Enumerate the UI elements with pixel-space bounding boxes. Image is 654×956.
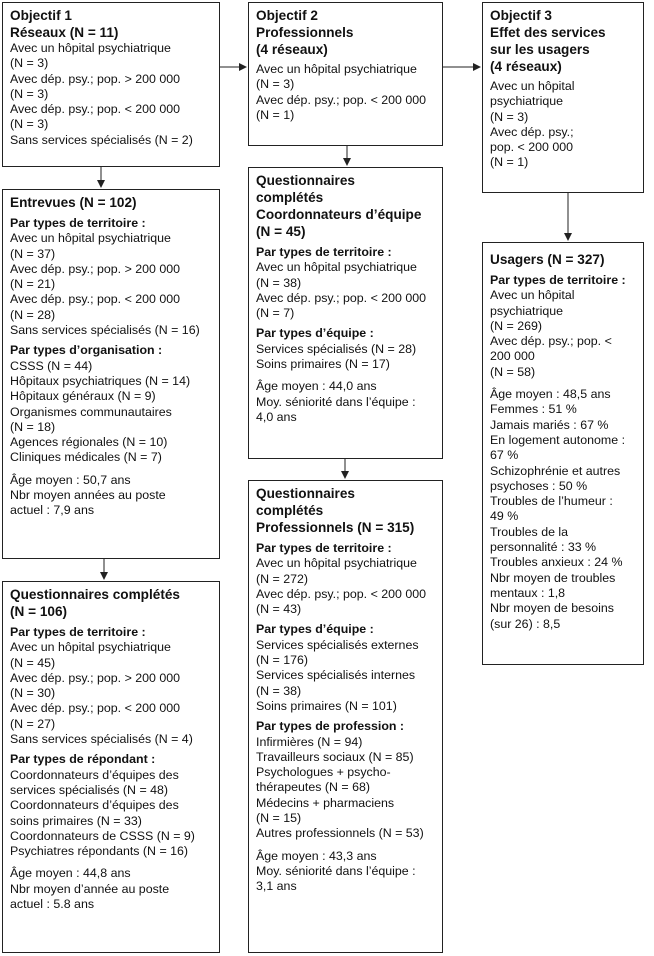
usagers-stat: Schizophrénie et autres psychoses : 50 % — [490, 463, 621, 493]
obj3-line: Avec dép. psy.; pop. < 200 000 (N = 1) — [490, 124, 574, 170]
entrevues-territory-heading: Par types de territoire : — [10, 216, 146, 230]
usagers-stat: Nbr moyen de besoins (sur 26) : 8,5 — [490, 601, 614, 631]
usagers-territory-heading: Par types de territoire : — [490, 273, 626, 287]
entrevues-box — [2, 189, 220, 559]
quest1-resp-item: Coordonnateurs d’équipes des services spécialisés (N = 48) — [10, 767, 179, 797]
obj3-line: Avec un hôpital psychiatrique (N = 3) — [490, 79, 575, 124]
prof-profession-item: Autres professionnels (N = 53) — [256, 826, 424, 841]
coord-team-heading: Par types d’équipe : — [256, 326, 374, 341]
entrevues-org-item: Cliniques médicales (N = 7) — [10, 450, 162, 465]
objectif-1-title: Objectif 1 Réseaux (N = 11) — [10, 8, 119, 40]
usagers-box — [482, 242, 644, 665]
entrevues-terr-item: Avec dép. psy.; pop. > 200 000 (N = 21) — [10, 261, 181, 292]
prof-team-item: Services spécialisés internes (N = 38) — [256, 668, 416, 698]
quest1-terr-item: Avec un hôpital psychiatrique (N = 45) — [10, 640, 171, 670]
obj1-line: Sans services spécialisés (N = 2) — [10, 132, 193, 147]
objectif-3-box — [482, 2, 644, 193]
obj1-line: Avec dép. psy.; pop. > 200 000 (N = 3) — [10, 71, 181, 101]
usagers-stat: Troubles anxieux : 24 % — [490, 555, 623, 570]
professionnels-box — [248, 480, 443, 953]
usagers-title: Usagers (N = 327) — [490, 252, 605, 267]
coord-team-item: Services spécialisés (N = 28) — [256, 341, 417, 356]
obj2-line: Avec un hôpital psychiatrique (N = 3) — [256, 62, 417, 92]
quest1-stat: Nbr moyen d’année au poste actuel : 5.8 ans — [10, 881, 170, 912]
prof-terr-item: Avec dép. psy.; pop. < 200 000 (N = 43) — [256, 586, 427, 617]
quest1-terr-item: Avec dép. psy.; pop. < 200 000 (N = 27) — [10, 701, 181, 731]
prof-territory-heading: Par types de territoire : — [256, 541, 392, 555]
usagers-stat: Âge moyen : 48,5 ans — [490, 387, 611, 402]
questionnaires-title: Questionnaires complétés (N = 106) — [10, 587, 180, 619]
entrevues-org-item: Hôpitaux généraux (N = 9) — [10, 389, 156, 404]
objectif-2-box — [248, 2, 443, 146]
usagers-stat: Nbr moyen de troubles mentaux : 1,8 — [490, 570, 616, 600]
professionnels-title: Questionnaires complétés Professionnels (N = 315) — [256, 486, 415, 535]
usagers-stat: Troubles de l’humeur : 49 % — [490, 494, 613, 524]
prof-stat: Âge moyen : 43,3 ans — [256, 848, 377, 863]
prof-stat: Moy. séniorité dans l’équipe : 3,1 ans — [256, 863, 416, 894]
objectif-3-title: Objectif 3 Effet des services sur les usagers (4 réseaux) — [490, 8, 606, 74]
quest1-resp-item: Psychiatres répondants (N = 16) — [10, 844, 189, 859]
prof-profession-item: Médecins + pharmaciens (N = 15) — [256, 795, 395, 826]
entrevues-terr-item: Avec un hôpital psychiatrique (N = 37) — [10, 231, 171, 261]
coordonnateurs-box — [248, 167, 443, 459]
prof-team-item: Services spécialisés externes (N = 176) — [256, 637, 419, 668]
usagers-stat: Femmes : 51 % — [490, 402, 577, 417]
quest1-resp-heading: Par types de répondant : — [10, 752, 156, 767]
entrevues-org-item: Organismes communautaires (N = 18) — [10, 404, 172, 434]
usagers-terr-item: Avec dép. psy.; pop. < 200 000 (N = 58) — [490, 334, 612, 379]
usagers-terr-item: Avec un hôpital psychiatrique (N = 269) — [490, 288, 575, 333]
entrevues-terr-item: Sans services spécialisés (N = 16) — [10, 323, 200, 338]
entrevues-org-item: CSSS (N = 44) — [10, 358, 93, 373]
usagers-stat: Jamais mariés : 67 % — [490, 417, 609, 432]
entrevues-org-heading: Par types d’organisation : — [10, 343, 163, 358]
objectif-1-box — [2, 2, 220, 167]
obj1-line: Avec dép. psy.; pop. < 200 000 (N = 3) — [10, 102, 181, 132]
coord-stat: Moy. séniorité dans l’équipe : 4,0 ans — [256, 394, 416, 424]
usagers-stat: Troubles de la personnalité : 33 % — [490, 524, 597, 555]
quest1-terr-item: Avec dép. psy.; pop. > 200 000 (N = 30) — [10, 670, 181, 701]
entrevues-org-item: Hôpitaux psychiatriques (N = 14) — [10, 373, 191, 388]
obj2-line: Avec dép. psy.; pop. < 200 000 (N = 1) — [256, 92, 427, 122]
quest1-stat: Âge moyen : 44,8 ans — [10, 866, 131, 881]
objectif-2-title: Objectif 2 Professionnels (4 réseaux) — [256, 8, 354, 57]
prof-profession-item: Travailleurs sociaux (N = 85) — [256, 749, 414, 764]
prof-team-heading: Par types d’équipe : — [256, 622, 374, 637]
prof-profession-heading: Par types de profession : — [256, 719, 405, 734]
entrevues-stat: Nbr moyen années au poste actuel : 7,9 ans — [10, 488, 166, 518]
questionnaires-completes-box — [2, 581, 220, 953]
entrevues-title: Entrevues (N = 102) — [10, 195, 137, 210]
prof-profession-item: Infirmières (N = 94) — [256, 734, 363, 749]
quest1-resp-item: Coordonnateurs d’équipes des soins primaires (N = 33) — [10, 798, 179, 828]
obj1-line: Avec un hôpital psychiatrique (N = 3) — [10, 41, 171, 71]
entrevues-org-item: Agences régionales (N = 10) — [10, 435, 168, 450]
prof-team-item: Soins primaires (N = 101) — [256, 698, 397, 713]
prof-profession-item: Psychologues + psycho- thérapeutes (N = 68) — [256, 765, 391, 795]
quest1-territory-heading: Par types de territoire : — [10, 625, 146, 639]
entrevues-stat: Âge moyen : 50,7 ans — [10, 472, 131, 487]
quest1-terr-item: Sans services spécialisés (N = 4) — [10, 732, 193, 747]
coord-terr-item: Avec dép. psy.; pop. < 200 000 (N = 7) — [256, 290, 427, 321]
coordonnateurs-title: Questionnaires complétés Coordonnateurs d’équipe (N = 45) — [256, 173, 422, 239]
coord-team-item: Soins primaires (N = 17) — [256, 357, 390, 372]
prof-terr-item: Avec un hôpital psychiatrique (N = 272) — [256, 556, 417, 586]
coord-terr-item: Avec un hôpital psychiatrique (N = 38) — [256, 260, 417, 290]
coord-territory-heading: Par types de territoire : — [256, 245, 392, 259]
entrevues-terr-item: Avec dép. psy.; pop. < 200 000 (N = 28) — [10, 292, 181, 322]
usagers-stat: En logement autonome : 67 % — [490, 432, 626, 463]
coord-stat: Âge moyen : 44,0 ans — [256, 379, 377, 394]
quest1-resp-item: Coordonnateurs de CSSS (N = 9) — [10, 828, 195, 843]
